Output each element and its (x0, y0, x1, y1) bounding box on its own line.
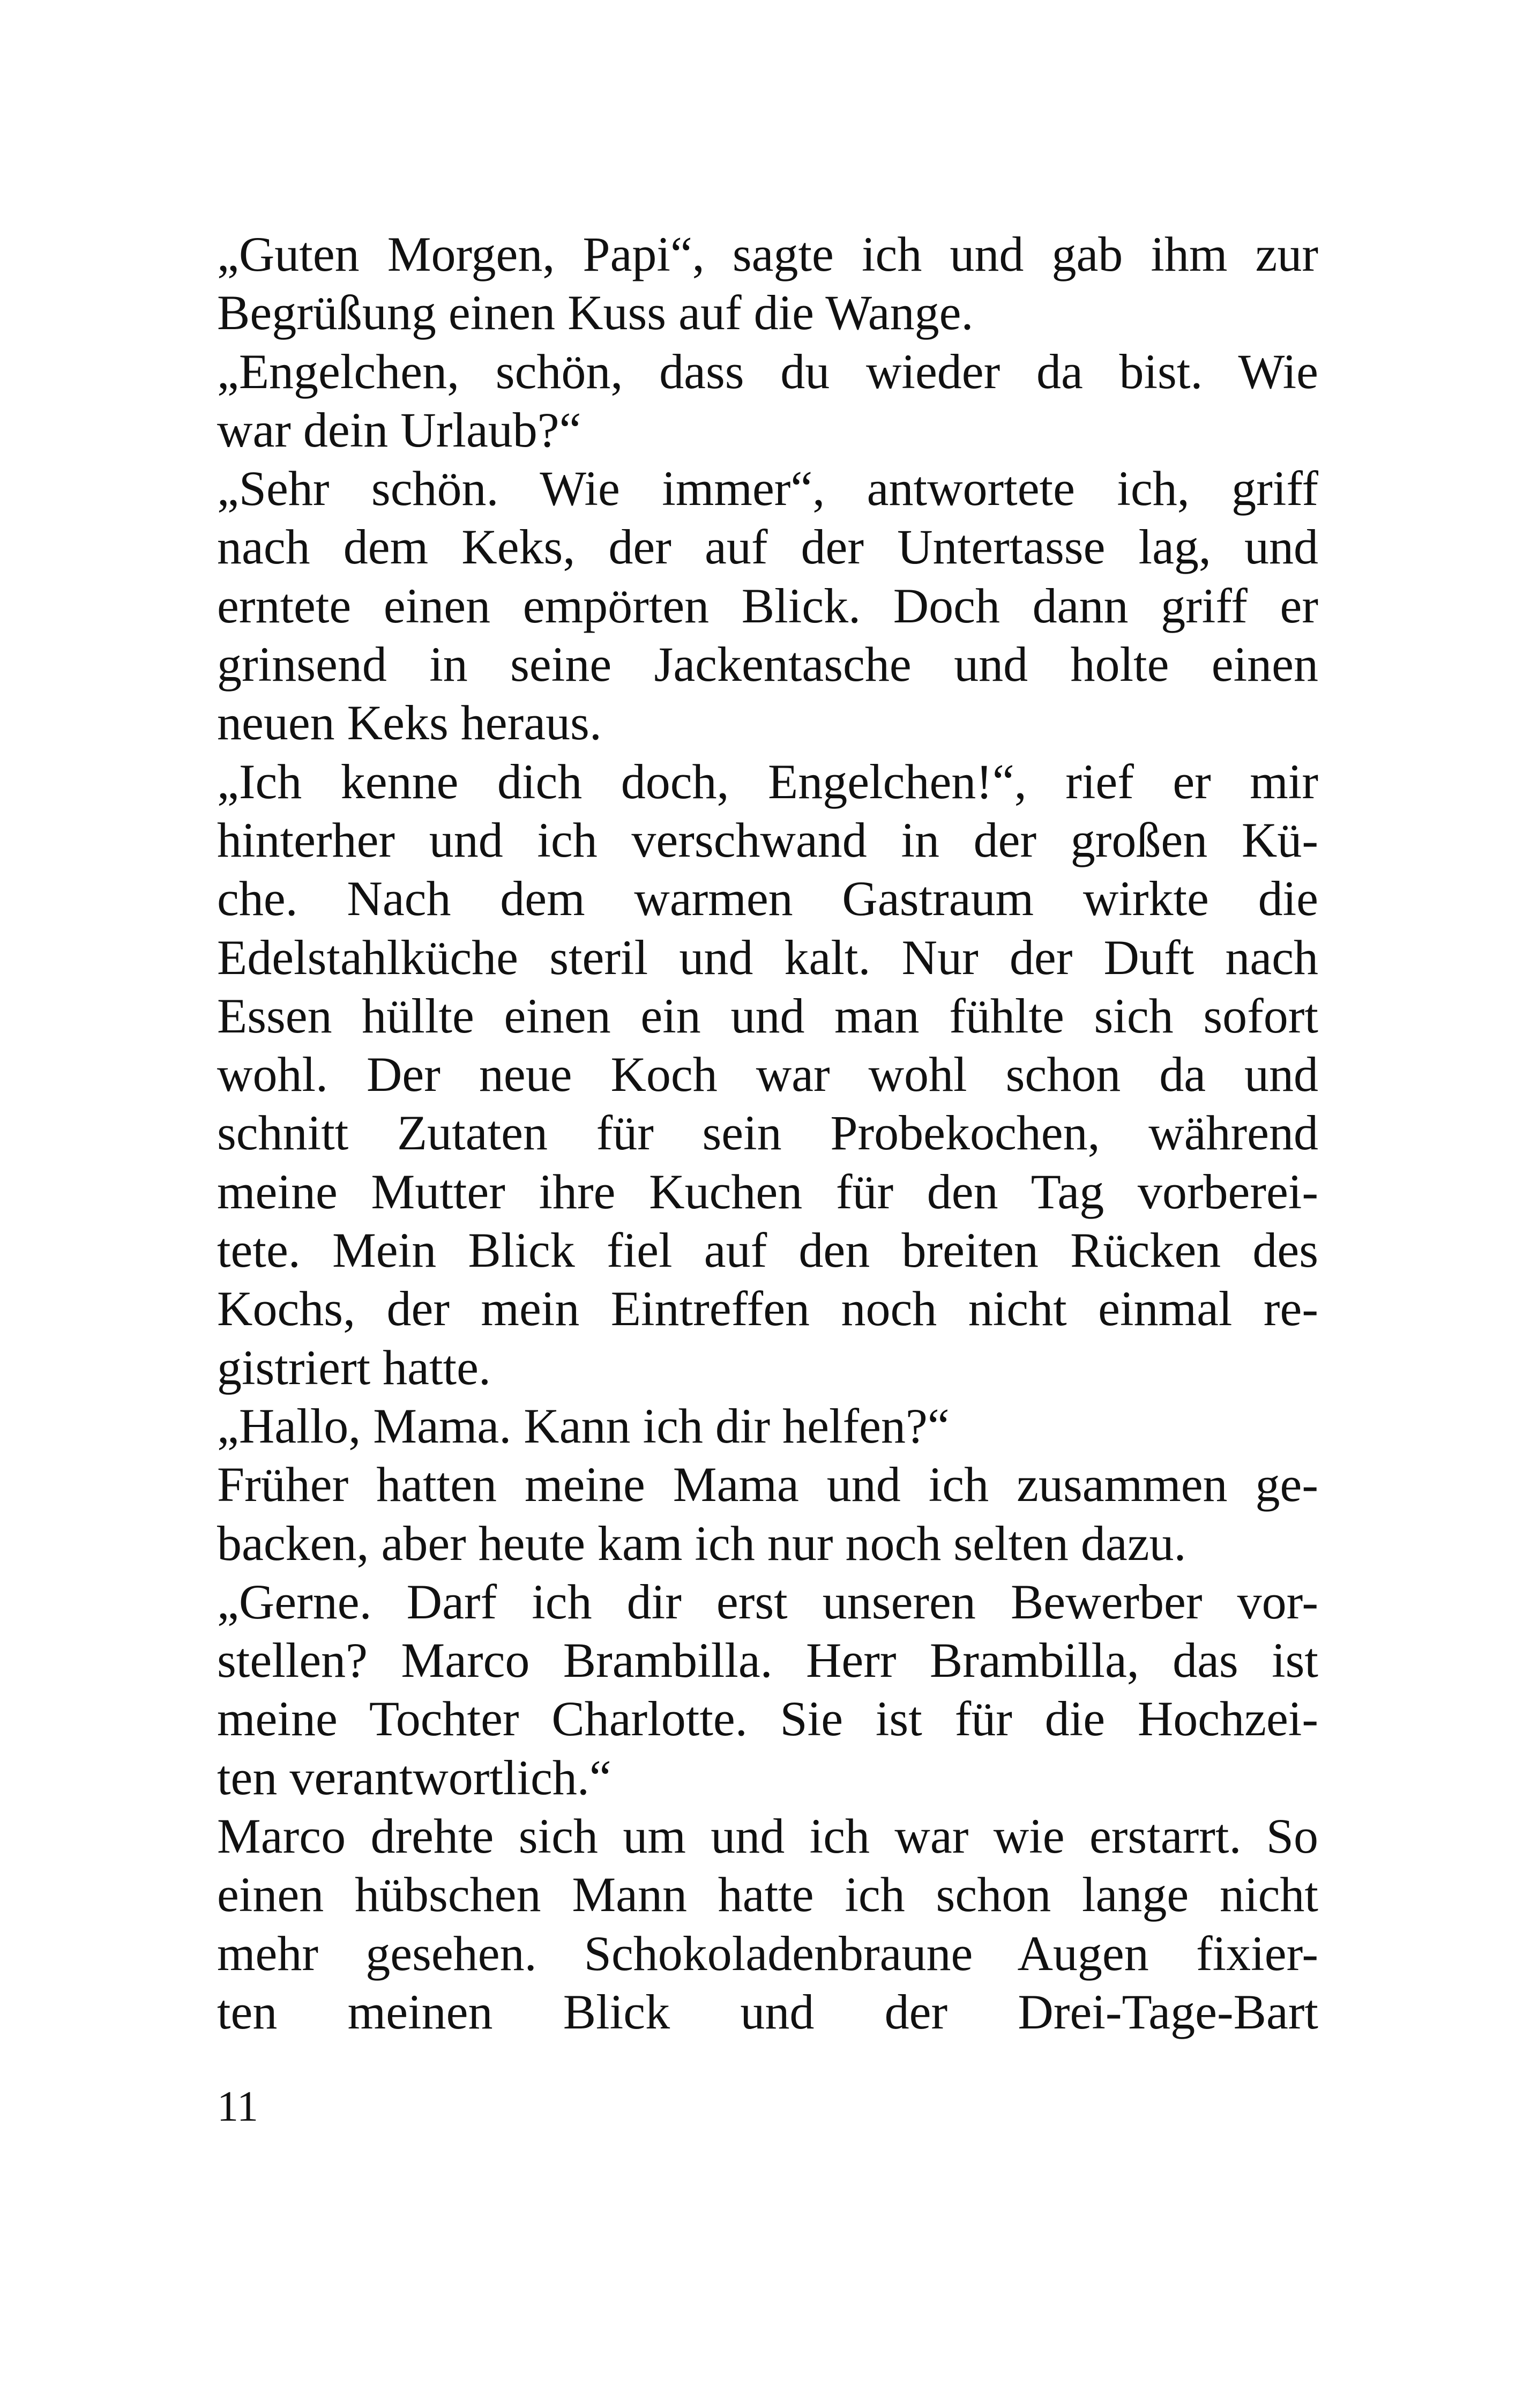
text-line: gistriert hatte. (217, 1340, 491, 1395)
text-line: che. Nach dem warmen Gastraum wirkte die (217, 871, 1318, 926)
text-line: war dein Urlaub?“ (217, 402, 581, 457)
text-line: „Engelchen, schön, dass du wieder da bist. Wie (217, 344, 1318, 399)
text-line: tete. Mein Blick fiel auf den breiten Rücken des (217, 1223, 1318, 1278)
text-line: „Ich kenne dich doch, Engelchen!“, rief er mir (217, 754, 1318, 809)
text-line: erntete einen empörten Blick. Doch dann griff er (217, 578, 1318, 633)
text-line: ten meinen Blick und der Drei-Tage-Bart (217, 1984, 1318, 2039)
text-line: Essen hüllte einen ein und man fühlte sich sofort (217, 988, 1318, 1043)
text-line: grinsend in seine Jackentasche und holte einen (217, 637, 1318, 692)
text-line: nach dem Keks, der auf der Untertasse lag, und (217, 519, 1318, 575)
text-line: schnitt Zutaten für sein Probekochen, während (217, 1105, 1318, 1161)
text-line: einen hübschen Mann hatte ich schon lange nicht (217, 1867, 1318, 1922)
text-line: „Guten Morgen, Papi“, sagte ich und gab ihm zur (217, 227, 1318, 281)
text-line: Kochs, der mein Eintreffen noch nicht einmal re- (217, 1281, 1318, 1336)
page-number: 11 (217, 2083, 259, 2130)
text-line: meine Mutter ihre Kuchen für den Tag vorberei- (217, 1164, 1318, 1219)
text-line: mehr gesehen. Schokoladenbraune Augen fixier- (217, 1926, 1318, 1981)
body-text (217, 225, 1318, 2041)
text-line: „Gerne. Darf ich dir erst unseren Bewerber vor- (217, 1574, 1318, 1629)
text-line: „Hallo, Mama. Kann ich dir helfen?“ (217, 1398, 950, 1453)
text-line: meine Tochter Charlotte. Sie ist für die Hochzei- (217, 1691, 1318, 1746)
text-line: stellen? Marco Brambilla. Herr Brambilla, das ist (217, 1633, 1318, 1688)
text-line: backen, aber heute kam ich nur noch selten dazu. (217, 1515, 1186, 1571)
text-line: neuen Keks heraus. (217, 695, 602, 750)
text-line: „Sehr schön. Wie immer“, antwortete ich, griff (217, 461, 1318, 516)
text-line: Marco drehte sich um und ich war wie erstarrt. So (217, 1809, 1318, 1864)
text-line: wohl. Der neue Koch war wohl schon da und (217, 1047, 1318, 1102)
text-line: Früher hatten meine Mama und ich zusammen ge- (217, 1457, 1318, 1512)
text-line: ten verantwortlich.“ (217, 1750, 611, 1805)
text-line: Begrüßung einen Kuss auf die Wange. (217, 285, 974, 340)
text-line: Edelstahlküche steril und kalt. Nur der Duft nach (217, 930, 1318, 985)
text-line: hinterher und ich verschwand in der großen Kü- (217, 812, 1318, 867)
